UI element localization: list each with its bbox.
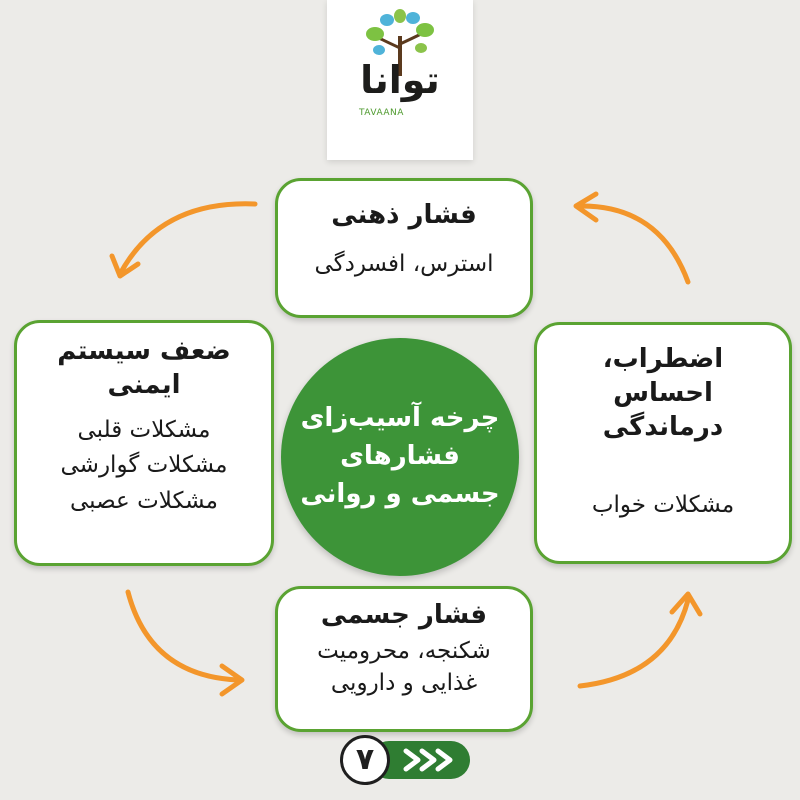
box-anxiety-helplessness-title: اضطراب، احساس درماندگی	[602, 344, 724, 442]
arrowhead-top-to-left	[112, 256, 138, 276]
arrowhead-left-to-bottom	[222, 666, 242, 694]
box-weak-immune-system-body	[17, 413, 271, 520]
arrowhead-right-to-top	[576, 194, 596, 220]
box-physical-stress-body	[278, 635, 530, 699]
box-anxiety-helplessness-body: مشکلات خواب	[591, 492, 735, 519]
body-line: غذایی و دارویی	[330, 669, 478, 696]
box-mental-stress-body: استرس، افسردگی	[314, 250, 494, 277]
arrowhead-bottom-to-right	[672, 594, 700, 614]
arrow-bottom-to-right	[580, 600, 688, 686]
body-line: شکنجه، محرومیت	[317, 637, 491, 664]
body-line: مشکلات قلبی	[77, 416, 211, 443]
arrow-right-to-top	[582, 206, 688, 282]
arrow-top-to-left	[120, 204, 255, 274]
page-navigation[interactable]	[340, 735, 472, 785]
center-title: چرخه آسیب‌زای فشارهای جسمی و روانی	[300, 403, 500, 509]
center-cycle-circle	[281, 338, 519, 576]
body-line: مشکلات عصبی	[69, 487, 218, 514]
double-chevron-icon	[400, 747, 460, 773]
logo-wordmark: توانا	[360, 58, 440, 102]
arrow-left-to-bottom	[128, 592, 238, 680]
page-number: ۷	[340, 735, 390, 785]
box-mental-stress-title: فشار ذهنی	[331, 200, 477, 230]
box-anxiety-helplessness	[534, 322, 792, 564]
logo-latin-text: TAVAANA	[359, 108, 404, 118]
box-physical-stress	[275, 586, 533, 732]
box-physical-stress-title: فشار جسمی	[320, 600, 488, 630]
body-line: مشکلات گوارشی	[60, 452, 228, 479]
box-weak-immune-system	[14, 320, 274, 566]
box-mental-stress	[275, 178, 533, 318]
box-weak-immune-system-title: ضعف سیستم ایمنی	[57, 336, 231, 400]
logo-card	[327, 0, 473, 160]
